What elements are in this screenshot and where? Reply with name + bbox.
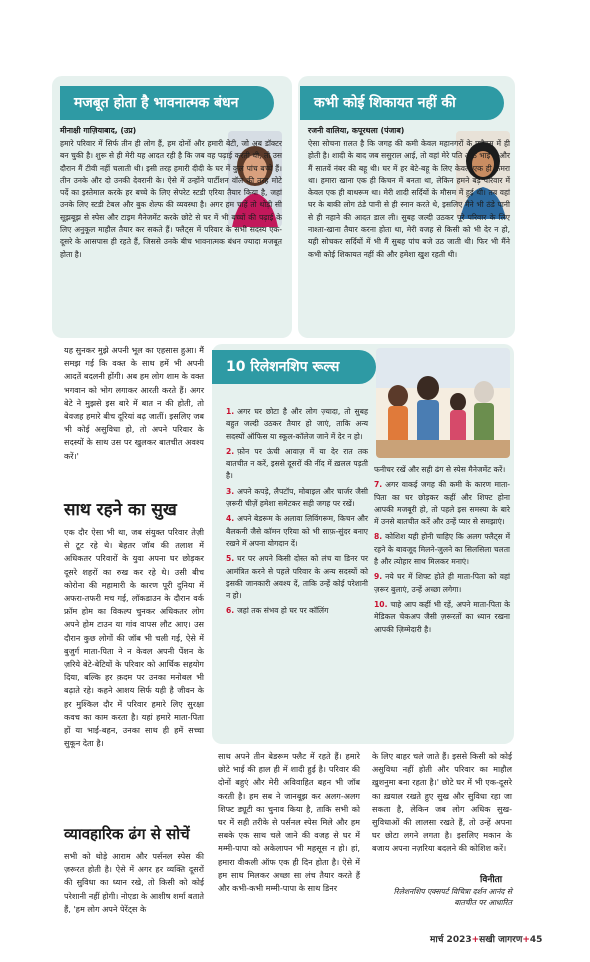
rule-continuation: फनीचर रखें और सही ढंग से स्पेस मैनेजमेंट करें।	[374, 465, 506, 474]
rule-item: 5. घर पर अपने किसी दोस्त को लंच या डिनर पर आमंत्रित करने से पहले परिवार के अन्य सदस्यों को इसकी जानकारी अवश्य दें, ताकि उन्हें कोई परेशानी न हो।	[226, 554, 368, 601]
left-para2: सभी को थोड़े आराम और पर्सनल स्पेस की ज़रूरत होती है। ऐसे में अगर हर व्यक्ति दूसरों की सुविधा का ध्यान रखे, तो किसी को कोई परेशानी नहीं होगी। नोएडा के आशीष शर्मा बताते हैं, 'हम लोग अपने पेरेंट्स के	[64, 851, 204, 914]
footer-brand: सखी जागरण	[479, 935, 523, 945]
rule-item: 6. जहां तक संभव हो घर पर कॉलिंग	[226, 606, 329, 616]
rule-item: 2. फ़ोन पर ऊंची आवाज़ में या देर रात तक बातचीत न करें, इससे दूसरों की नींद में ख़लल पड़ती है।	[226, 446, 368, 481]
rule-item: 10. चाहे आप कहीं भी रहें, अपने माता-पिता के मेडिकल चेकअप जैसी ज़रूरतों का ध्यान रखना आपकी ज़िम्मेदारी है।	[374, 599, 510, 634]
right-col-text: के लिए बाहर चले जाते हैं। इससे किसी को कोई असुविधा नहीं होती और परिवार का माहौल ख़ुशनुमा बना रहता है।' छोटे घर में भी एक-दूसरे का ख़याल रखते हुए सुख और सुविधा रहा जा सकता है, लेकिन जब लोग अधिक सुख-सुविधाओं की लालसा रखते हैं, तो उन्हें अपना घर छोटा लगने लगता है। इसलिए मकान के बजाय अपना नज़रिया बदलने की कोशिश करें।	[372, 751, 512, 854]
box2-author: रजनी वालिया, कपूरथला (पंजाब)	[308, 126, 405, 135]
rule-item: 7. अगर वाकई जगह की कमी के कारण माता-पिता का घर छोड़कर कहीं और शिफ्ट होना आपकी मजबूरी हो, तो पहले इस समस्या के बारे में उनसे बातचीत करें और उन्हें प्यार से समझाएं।	[374, 480, 510, 527]
rule-item: 4. अपने बेडरूम के अलावा लिविंगरूम, किचन और बैलकनी जैसे कॉमन एरिया को भी साफ़-सुंदर बनाए रखने में अपना योगदान दें।	[226, 514, 368, 548]
rule-item: 8. कोशिश यही होनी चाहिए कि अलग फ्लैट्स में रहने के बावजूद मिलने-जुलने का सिलसिला चलता है और त्योहार साथ मिलकर मनाएं।	[374, 532, 510, 567]
left-para1: एक दौर ऐसा भी था, जब संयुक्त परिवार तेज़ी से टूट रहे थे। बेहतर जॉब की तलाश में अधिकतर परिवारों के युवा अपना घर छोड़कर दूसरे शहरों का रुख कर रहे थे। उसी बीच कोरोना की महामारी के कारण पूरी दुनिया में अफरा-तफरी मच गई, लॉकडाउन के दौरान वर्क फ्रॉम होम का विकल्प चुनकर अधिकतर लोग अपने होम टाउन या गांव वापस लौट आए। उस दौरान कुछ लोगों की जॉब भी चली गई, ऐसे में बुजुर्ग माता-पिता ने न केवल अपनी पेंशन के ज़रिये बेटे-बेटियों के परिवार को आर्थिक सहयोग दिया, बल्कि हर क़दम पर उनका मनोबल भी बढ़ाते रहे। कहने आशय सिर्फ यही है जीवन के हर मुश्किल दौर में परिवार हमारे लिए सुरक्षा कवच का काम करता है। यहां हमारे माता-पिता हों या भाई-बहन, उनका साथ ही हमें सच्चा सुकून देता है।	[64, 527, 204, 749]
box2-title: कभी कोई शिकायत नहीं की	[300, 86, 504, 120]
rules-title: 10 रिलेशनशिप रूल्स	[212, 350, 376, 384]
rules-family-photo	[376, 348, 510, 458]
left-intro: यह सुनकर मुझे अपनी भूल का एहसास हुआ। मैं समझ गई कि वक्त के साथ हमें भी अपनी आदतें बदलनी होंगी। अब हम लोग शाम के वक्त भगवान को भोग लगाकर आरती करते हैं। अगर बेटे ने मुझसे इस बारे में बात न की होती, तो बेवजह हमारे बीच दूरियां बढ़ जातीं। इसलिए जब भी कोई असुविधा हो, तो अपने परिवार के सदस्यों के साथ उस पर खुलकर बातचीत अवश्य करें।'	[64, 345, 204, 461]
box1-title: मजबूत होता है भावनात्मक बंधन	[60, 86, 274, 120]
rules-list-a	[226, 406, 368, 618]
footer-page-number: 45	[529, 935, 543, 945]
box1-text: हमारे परिवार में सिर्फ तीन ही लोग हैं, हम दोनों और हमारी बेटी, जो अब डॉक्टर बन चुकी है। शुरू से ही मेरी यह आदत रही है कि जब वह पढ़ाई करती थी, तो उस दौरान मैं टीवी नहीं चलाती थी। इसी तरह हमारी दीदी के घर में कुल पांच बच्चे हैं। तीन उनके और दो उनकी देवरानी के। ऐसे में उन्होंने पार्टीशन वॉल की तरह मोटे पर्दे का इस्तेमाल करके हर बच्चे के लिए सेपरेट स्टडी एरिया तैयार किया है, जहां उनके लिए स्टडी टेबल और बुक शेल्फ की व्यवस्था है। अगर हम चाहें तो थोड़ी सी सूझबूझ से स्पेस और टाइम मैनेजमेंट करके छोटे से घर में भी बच्चों की पढ़ाई के लिए अनुकूल माहौल तैयार कर सकते हैं। फ्लैट्स में परिवार के सभी सदस्य एक-दूसरे के आसपास ही रहते हैं, जिससे उनके बीच भावनात्मक बंधन ज्यादा मजबूत होता है।	[60, 139, 282, 259]
rules-list-b	[374, 464, 510, 636]
footer-date: मार्च 2023	[430, 935, 472, 945]
byline-name: विनीता	[480, 875, 503, 885]
box2-text: ऐसा सोचना ग़लत है कि जगह की कमी केवल महानगरों के फ्लैट्स में ही होती है। शादी के बाद जब ससुराल आई, तो वहां मेरे पति आठ भाई हैं और मैं सातवें नंबर की बहू थी। घर में हर बेटे-बहू के लिए केवल एक ही कमरा था। हमारा खाना एक ही किचन में बनता था, लेकिन हमने बड़े परिवार में केवल एक ही बाथरूम था। मेरी शादी सर्दियों के मौसम में हुई थी। तब वहां घर के बाकी लोग ठंडे पानी से ही स्नान करते थे, इसलिए मैंने भी ठंडे पानी से ही नहाने की आदत डाल ली। सुबह जल्दी उठकर पूरे परिवार के लिए नाश्ता-खाना तैयार करना होता था, मेरी वजह से किसी को भी देर न हो, यही सोचकर सर्दियों में भी मैं सुबह पांच बजे उठ जाती थी। फिर भी मैंने कभी कोई शिकायत नहीं की और हमेशा खुश रहती थी।	[308, 139, 510, 259]
mid-col-text: साथ अपने तीन बेडरूम फ्लैट में रहते हैं। हमारे छोटे भाई की हाल ही में शादी हुई है। परिवार की दोनों बहुएं और मेरी अविवाहित बहन भी जॉब करती है। हम सब ने जानबूझ कर अलग-अलग शिफ्ट ड्यूटी का चुनाव किया है, ताकि सभी को घर में सही तरीके से पर्सनल स्पेस मिले और हम सबके एक साथ चले जाने की वजह से घर में मम्मी-पापा को अकेलापन भी महसूस न हो। हां, हमारा वीकली ऑफ एक ही दिन होता है। ऐसे में हम साथ मिलकर अच्छा सा लंच तैयार करते हैं और कभी-कभी मम्मी-पापा के साथ डिनर	[218, 751, 360, 894]
rule-item: 3. अपने कपड़े, लैपटॉप, मोबाइल और चार्जर जैसी ज़रूरी चीज़ें हमेशा समेटकर सही जगह पर रखें।	[226, 486, 368, 509]
byline-credit: रिलेशनशिप एक्सपर्ट विचित्रा दर्शन आनंद से बातचीत पर आधारित	[393, 887, 512, 907]
rule-item: 1. अगर घर छोटा है और लोग ज़्यादा, तो सुबह बहुत जल्दी उठकर तैयार हो जाएं, ताकि अन्य सदस्यों ऑफिस या स्कूल-कॉलेज जाने में देर न हो।	[226, 407, 368, 441]
rule-item: 9. नये घर में शिफ्ट होते ही माता-पिता को वहां ज़रूर बुलाएं, उन्हें अच्छा लगेगा।	[374, 572, 510, 594]
heading-living-together: साथ रहने का सुख	[64, 500, 177, 520]
box1-author: मीनाक्षी गाज़ियाबाद, (उप्र)	[60, 126, 137, 135]
heading-practical: व्यावहारिक ढंग से सोचें	[64, 825, 190, 843]
footer: मार्च 2023+सखी जागरण+45	[430, 935, 543, 945]
